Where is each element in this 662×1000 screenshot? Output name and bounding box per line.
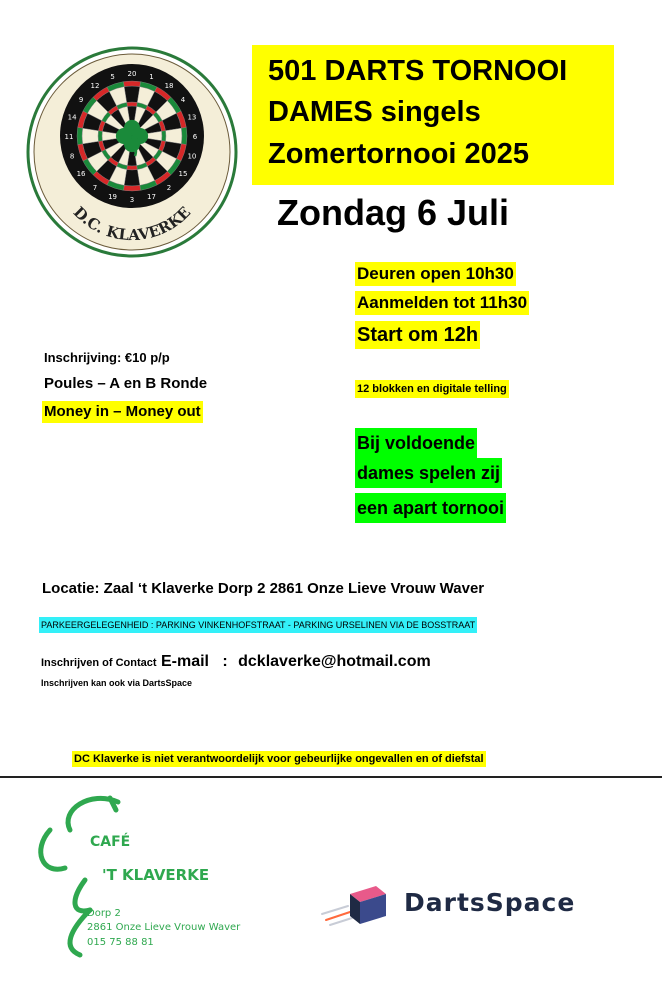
dartsspace-icon [318,880,398,930]
cafe-address-2: 2861 Onze Lieve Vrouw Waver [87,922,241,933]
title-line-1: 501 DARTS TORNOOI [268,55,568,87]
start-time: Start om 12h [355,321,480,349]
title-line-2: DAMES singels [268,96,481,128]
board-number: 8 [69,152,75,161]
board-number: 7 [92,183,98,192]
title-box [252,45,614,185]
board-number: 17 [147,192,156,201]
entry-fee: Inschrijving: €10 p/p [44,350,170,365]
event-date: Zondag 6 Juli [277,192,510,233]
dartsspace-name: DartsSpace [404,888,576,917]
email-link[interactable]: dcklaverke@hotmail.com [238,653,431,670]
women-note-line-1: Bij voldoende [355,428,477,458]
pools-info: Poules – A en B Ronde [44,375,208,392]
cafe-logo [30,790,290,960]
board-number: 6 [192,133,198,141]
club-logo [24,44,240,260]
clover-icon [30,790,290,960]
cafe-address-1: Dorp 2 [87,908,121,919]
board-number: 16 [76,170,86,179]
clover-leaf [116,128,132,144]
women-note-line-2: dames spelen zij [355,458,502,488]
contact-line [41,653,431,671]
doors-open: Deuren open 10h30 [355,262,516,286]
registration-deadline: Aanmelden tot 11h30 [355,291,529,315]
board-number: 9 [78,95,84,104]
board-number: 13 [187,113,197,122]
money-info: Money in – Money out [42,401,203,423]
board-number: 14 [67,113,77,122]
boards-note: 12 blokken en digitale telling [355,380,509,398]
email-label: E-mail : [160,653,228,670]
cafe-name-1: CAFÉ [90,834,131,850]
board-number: 18 [164,82,174,91]
contact-prefix: Inschrijven of Contact [41,657,157,669]
board-number: 2 [166,183,172,192]
title-line-3: Zomertornooi 2025 [268,138,530,170]
board-number: 5 [110,73,115,82]
location: Locatie: Zaal ‘t Klaverke Dorp 2 2861 Onze Lieve Vrouw Waver [42,580,485,597]
board-number: 4 [180,95,186,104]
dartboard-icon [24,44,240,260]
divider [0,776,662,778]
board-number: 15 [178,170,188,179]
board-number: 11 [64,133,74,141]
board-number: 12 [90,82,100,91]
dartsspace-logo [318,880,608,930]
club-name-text: D.C. KLAVERKE [69,203,195,245]
cafe-phone: 015 75 88 81 [87,937,154,948]
dartsspace-note: Inschrijven kan ook via DartsSpace [41,678,193,688]
board-number: 1 [149,73,154,82]
board-number: 3 [129,196,135,204]
cafe-name-2: 'T KLAVERKE [102,866,210,884]
women-note-line-3: een apart tornooi [355,493,506,523]
board-number: 10 [187,152,197,161]
board-number: 20 [127,70,137,78]
parking-info: PARKEERGELEGENHEID : PARKING VINKENHOFSTRAAT - PARKING URSELINEN VIA DE BOSSTRAAT [39,617,477,633]
board-number: 19 [108,192,117,201]
disclaimer: DC Klaverke is niet verantwoordelijk voor gebeurlijke ongevallen en of diefstal [74,753,484,765]
